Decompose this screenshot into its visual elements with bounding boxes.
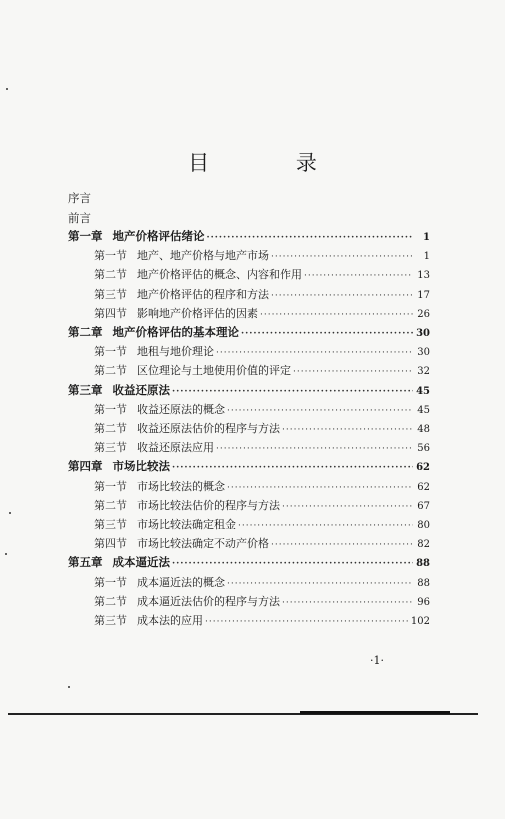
toc-entry-label: 第一节	[94, 345, 127, 359]
toc-chapter-row	[68, 324, 430, 342]
toc-entry-title: 收益还原法应用	[137, 441, 214, 455]
toc-entry-title: 成本逼近法的概念	[137, 575, 225, 589]
page-number: ·1·	[370, 654, 384, 667]
scan-speck	[5, 553, 7, 555]
toc-entry-page: 32	[417, 366, 430, 378]
toc-entry-title: 市场比较法确定不动产价格	[137, 537, 269, 551]
bottom-rule-thick	[300, 711, 450, 714]
toc-entry-page: 62	[416, 462, 430, 474]
dot-leader	[282, 425, 413, 435]
toc-entry-label: 第一节	[94, 249, 127, 263]
toc-entry-title: 成本逼近法估价的程序与方法	[137, 594, 280, 608]
toc-entry-title: 市场比较法的概念	[137, 479, 225, 493]
toc-section-row	[94, 343, 430, 361]
toc-section-row	[94, 535, 430, 553]
toc-entry-page: 102	[410, 616, 430, 627]
toc-entry-title: 地产价格评估的概念、内容和作用	[137, 268, 302, 282]
toc-entry-label: 第一节	[94, 402, 127, 416]
dot-leader	[172, 387, 413, 397]
toc-entry-label: 第五章	[68, 555, 103, 570]
toc-entry-page: 13	[417, 270, 430, 282]
toc-section-row	[94, 401, 430, 419]
toc-section-row	[94, 305, 430, 323]
dot-leader	[172, 559, 413, 569]
preface-entry-2: 前言	[68, 211, 91, 225]
preface-entry-1: 序言	[68, 191, 91, 205]
toc-chapter-row	[68, 554, 430, 572]
dot-leader	[241, 329, 413, 339]
toc-section-row	[94, 247, 430, 265]
toc-entry-page: 17	[417, 289, 430, 301]
toc-section-row	[94, 266, 430, 284]
toc-entry-title: 地产价格评估的程序和方法	[137, 287, 269, 301]
toc-entry-label: 第二节	[94, 268, 127, 282]
toc-entry-label: 第三节	[94, 287, 127, 301]
toc-entry-label: 第三节	[94, 441, 127, 455]
toc-entry-title: 收益还原法估价的程序与方法	[137, 422, 280, 435]
dot-leader	[304, 271, 413, 281]
toc-entry-label: 第四节	[94, 306, 127, 320]
toc-chapter-row	[68, 458, 430, 476]
toc-entry-page: 48	[417, 424, 430, 435]
dot-leader	[216, 348, 413, 358]
toc-entry-label: 第三节	[94, 614, 127, 627]
toc-entry-page: 45	[417, 404, 430, 416]
toc-entry-title: 地产、地产价格与地产市场	[137, 249, 269, 263]
dot-leader	[260, 310, 413, 320]
toc-entry-page: 45	[416, 385, 430, 397]
toc-entry-label: 第二节	[94, 594, 127, 608]
dot-leader	[227, 406, 413, 416]
toc-entry-page: 1	[423, 232, 430, 243]
dot-leader	[227, 483, 413, 493]
dot-leader	[227, 579, 413, 589]
toc-entry-page: 82	[417, 539, 430, 551]
toc-entry-page: 62	[417, 481, 430, 493]
toc-section-row	[94, 593, 430, 611]
dot-leader	[293, 367, 413, 377]
toc-entry-title: 市场比较法估价的程序与方法	[137, 498, 280, 512]
toc-entry-label: 第一节	[94, 575, 127, 589]
scan-speck	[6, 88, 8, 90]
toc-entry-title: 收益还原法的概念	[137, 402, 225, 416]
scan-speck	[9, 512, 11, 514]
toc-entry-label: 第二章	[68, 325, 103, 339]
toc-entry-page: 96	[417, 596, 430, 608]
toc-entry-page: 67	[417, 500, 430, 512]
toc-entry-title: 地产价格评估的基本理论	[112, 325, 239, 339]
toc-entry-label: 第二节	[94, 364, 127, 378]
toc-entry-label: 第四节	[94, 537, 127, 551]
toc-entry-page: 88	[417, 577, 430, 589]
toc-section-row	[94, 439, 430, 457]
toc-entry-page: 26	[417, 308, 430, 320]
toc-entry-page: 56	[417, 443, 430, 455]
toc-entry-page: 88	[416, 558, 430, 570]
toc-entry-label: 第三章	[68, 382, 103, 397]
toc-section-row	[94, 478, 430, 496]
toc-chapter-row	[68, 382, 430, 400]
toc-section-row	[94, 420, 430, 438]
toc-section-row	[94, 612, 430, 630]
dot-leader	[282, 502, 413, 512]
toc-entry-title: 区位理论与土地使用价值的评定	[137, 364, 291, 378]
toc-entry-page: 80	[417, 520, 430, 531]
dot-leader	[271, 291, 413, 301]
toc-entry-label: 第二节	[94, 422, 127, 435]
dot-leader	[205, 617, 408, 627]
dot-leader	[216, 444, 413, 454]
toc-entry-title: 市场比较法确定租金	[137, 518, 236, 531]
toc-entry-title: 地租与地价理论	[137, 345, 214, 359]
dot-leader	[207, 233, 414, 243]
page-title: 目 录	[188, 151, 357, 175]
toc-entry-title: 影响地产价格评估的因素	[137, 306, 258, 320]
dot-leader	[271, 540, 413, 550]
toc-section-row	[94, 497, 430, 515]
toc-entry-title: 市场比较法	[112, 459, 170, 474]
toc-section-row	[94, 574, 430, 592]
toc-entry-label: 第三节	[94, 518, 127, 531]
toc-entry-page: 1	[423, 251, 430, 263]
toc-chapter-row	[68, 228, 430, 246]
dot-leader	[238, 521, 413, 531]
dot-leader	[282, 598, 413, 608]
toc-entry-page: 30	[416, 328, 430, 339]
toc-entry-label: 第四章	[68, 459, 103, 474]
toc-entry-title: 成本法的应用	[137, 614, 203, 627]
toc-entry-page: 30	[417, 347, 430, 359]
toc-entry-title: 成本逼近法	[112, 555, 170, 570]
scan-speck	[68, 686, 70, 688]
toc-entry-title: 收益还原法	[112, 382, 170, 397]
toc-entry-label: 第一章	[68, 229, 103, 243]
toc-section-row	[94, 286, 430, 304]
dot-leader	[172, 463, 413, 473]
dot-leader	[271, 252, 413, 262]
toc-entry-label: 第一节	[94, 479, 127, 493]
toc-section-row	[94, 516, 430, 534]
toc-entry-title: 地产价格评估绪论	[112, 229, 205, 243]
toc-entry-label: 第二节	[94, 498, 127, 512]
toc-section-row	[94, 362, 430, 380]
